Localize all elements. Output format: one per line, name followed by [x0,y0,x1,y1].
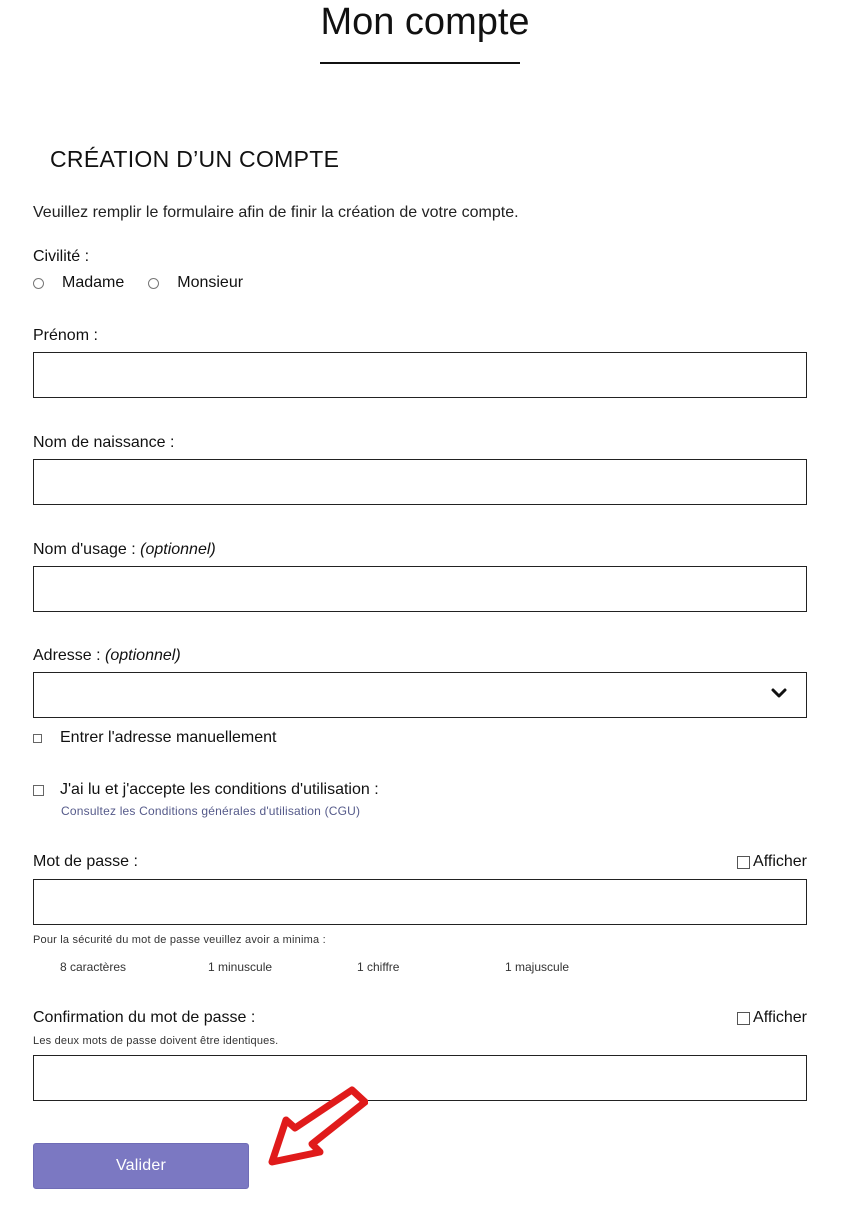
red-arrow-icon [268,1086,368,1166]
form-intro: Veuillez remplir le formulaire afin de finir la création de votre compte. [33,204,519,221]
birthname-input[interactable] [33,459,807,505]
radio-monsieur-label[interactable]: Monsieur [177,274,244,291]
manual-address-label[interactable]: Entrer l'adresse manuellement [60,729,277,746]
address-label [33,647,181,665]
password-requirement: 1 chiffre [357,960,400,974]
usagename-input[interactable] [33,566,807,612]
confirm-label: Confirmation du mot de passe : [33,1009,256,1026]
password-requirement: 1 majuscule [505,960,570,974]
confirm-hint: Les deux mots de passe doivent être identiques. [33,1035,279,1047]
terms-label[interactable]: J'ai lu et j'accepte les conditions d'utilisation : [60,781,379,798]
form-heading: CRÉATION D’UN COMPTE [50,146,340,172]
confirm-show-checkbox[interactable] [737,1012,750,1025]
password-requirement: 1 minuscule [208,960,273,974]
password-input[interactable] [33,879,807,925]
usagename-label [33,541,216,559]
radio-madame-label[interactable]: Madame [62,274,125,291]
password-show-label[interactable]: Afficher [753,853,807,870]
title-underline [320,62,520,64]
password-hint: Pour la sécurité du mot de passe veuillez avoir a minima : [33,934,326,946]
confirm-input[interactable] [33,1055,807,1101]
address-optional: (optionnel) [105,647,181,664]
submit-button[interactable]: Valider [33,1143,249,1189]
address-select[interactable] [33,672,807,718]
page-title: Mon compte [320,1,530,43]
radio-monsieur[interactable] [148,278,159,289]
manual-address-option[interactable] [33,729,277,747]
chevron-down-icon[interactable] [768,682,790,704]
terms-checkbox[interactable] [33,785,44,796]
radio-madame[interactable] [33,278,44,289]
manual-address-checkbox[interactable] [33,734,42,743]
firstname-input[interactable] [33,352,807,398]
usagename-optional: (optionnel) [140,541,216,558]
password-label: Mot de passe : [33,853,138,870]
password-show-checkbox[interactable] [737,856,750,869]
civility-label: Civilité : [33,248,90,265]
address-label-text: Adresse : [33,647,101,664]
firstname-label: Prénom : [33,327,98,344]
confirm-show-label[interactable]: Afficher [753,1009,807,1026]
password-requirement: 8 caractères [60,960,127,974]
cgu-link[interactable]: Consultez les Conditions générales d'utilisation (CGU) [61,804,361,818]
terms-option[interactable] [33,781,379,799]
birthname-label: Nom de naissance : [33,434,175,451]
civility-options [33,274,267,292]
password-show-toggle[interactable] [737,853,807,871]
usagename-label-text: Nom d'usage : [33,541,136,558]
confirm-show-toggle[interactable] [737,1009,807,1027]
